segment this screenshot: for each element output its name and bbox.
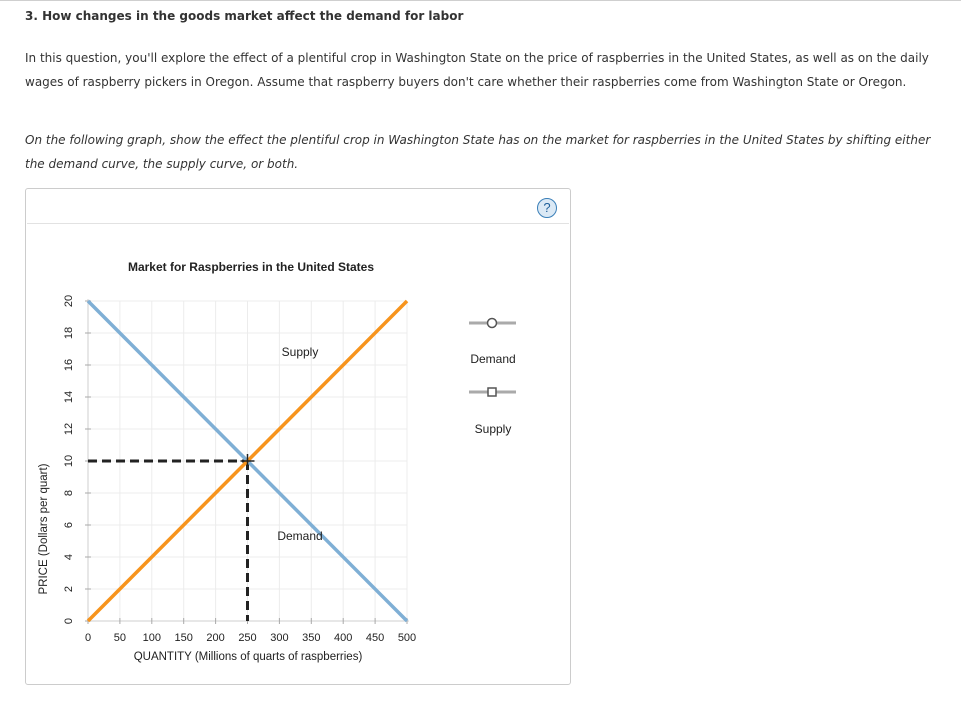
question-intro: In this question, you'll explore the effect of a plentiful crop in Washington State on the price of raspberries in the United States, as well as on the daily wages of raspberry pickers in Oregon. Assume that raspberry buyers don't care whether their raspberries come from Washington State or Oregon. xyxy=(25,51,929,89)
y-tick-label: 4 xyxy=(63,553,75,561)
x-tick-label: 300 xyxy=(270,632,289,644)
y-tick-label: 14 xyxy=(63,390,75,404)
y-tick-label: 20 xyxy=(63,294,75,308)
help-icon[interactable]: ? xyxy=(537,198,557,218)
supply-curve-label: Supply xyxy=(281,345,319,359)
chart[interactable] xyxy=(26,189,570,684)
demand-curve-label: Demand xyxy=(277,529,323,543)
y-tick-label: 16 xyxy=(63,358,75,372)
legend-demand-label: Demand xyxy=(470,352,516,366)
question-instruction: On the following graph, show the effect the plentiful crop in Washington State has on the market for raspberries in the United States by shifting either the demand curve, the supply curve, or both. xyxy=(25,133,931,171)
y-tick-label: 8 xyxy=(63,489,75,497)
top-divider xyxy=(0,0,961,1)
x-tick-label: 0 xyxy=(84,632,92,644)
legend-supply-label: Supply xyxy=(474,422,512,436)
x-tick-label: 400 xyxy=(334,632,353,644)
y-tick-label: 10 xyxy=(63,454,75,468)
x-axis-label: QUANTITY (Millions of quarts of raspberries) xyxy=(133,651,363,663)
x-tick-label: 500 xyxy=(397,632,417,644)
x-tick-label: 150 xyxy=(174,632,193,644)
circle-icon xyxy=(488,319,497,328)
x-tick-label: 250 xyxy=(238,632,257,644)
graph-panel xyxy=(25,188,571,685)
legend-supply-tool[interactable] xyxy=(469,388,516,436)
x-tick-label: 50 xyxy=(113,632,127,644)
legend xyxy=(469,319,516,437)
x-tick-label: 350 xyxy=(302,632,321,644)
x-tick-label: 100 xyxy=(142,632,161,644)
question-title: 3. How changes in the goods market affect the demand for labor xyxy=(25,9,464,23)
y-tick-label: 12 xyxy=(63,422,75,436)
y-tick-label: 2 xyxy=(63,585,75,593)
y-tick-label: 18 xyxy=(63,326,75,340)
y-tick-label: 6 xyxy=(63,521,75,529)
square-icon xyxy=(488,388,496,396)
x-tick-label: 450 xyxy=(365,632,385,644)
x-tick-label: 200 xyxy=(206,632,225,644)
y-tick-label: 0 xyxy=(63,617,75,625)
chart-title: Market for Raspberries in the United States xyxy=(127,260,375,274)
y-axis-label: PRICE (Dollars per quart) xyxy=(38,463,50,595)
legend-demand-tool[interactable] xyxy=(469,319,516,367)
